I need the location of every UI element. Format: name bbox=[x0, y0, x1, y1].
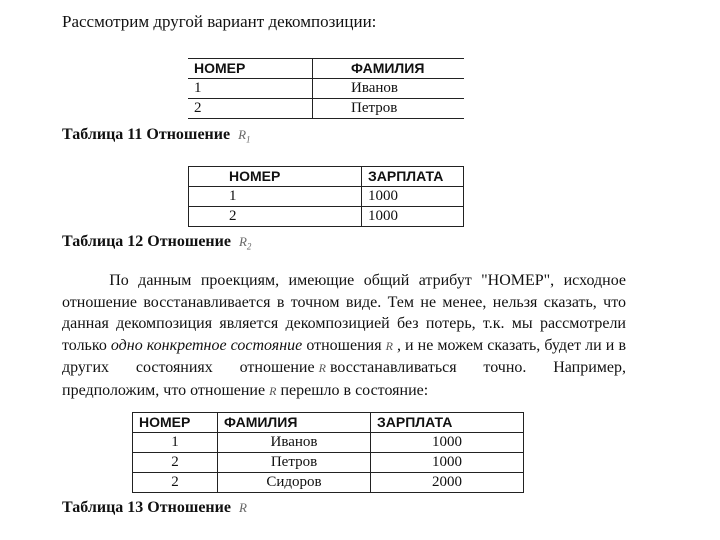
cell-nomer: 1 bbox=[189, 187, 362, 207]
cell-nomer: 1 bbox=[188, 79, 313, 99]
relation-symbol: $R_2$ bbox=[238, 234, 252, 252]
header-familiya: ФАМИЛИЯ bbox=[313, 59, 465, 79]
relation-symbol: R bbox=[238, 500, 247, 515]
table-header-row bbox=[189, 167, 464, 187]
cell-zarplata: 1000 bbox=[371, 453, 524, 473]
cell-familiya: Петров bbox=[313, 99, 465, 119]
intro-text: Рассмотрим другой вариант декомпозиции: bbox=[62, 12, 377, 31]
table-row bbox=[189, 207, 464, 227]
caption-table-13 bbox=[62, 499, 247, 517]
header-familiya: ФАМИЛИЯ bbox=[218, 413, 371, 433]
cell-nomer: 2 bbox=[133, 453, 218, 473]
relation-symbol: R bbox=[269, 383, 277, 398]
caption-table-11 bbox=[62, 126, 251, 145]
table-13 bbox=[132, 412, 524, 493]
caption-text: Таблица 11 Отношение bbox=[62, 126, 231, 143]
table-row bbox=[188, 99, 464, 119]
para-text-1: По данным проекциям, имеющие общий атрибут "НОМЕР", исходное отношение восстанавливается в точном виде. Тем не менее, нельзя сказать, что данная декомпозиция является декомпозицией без потерь, т.к. мы рассмотрели только bbox=[62, 272, 627, 354]
cell-nomer: 2 bbox=[133, 473, 218, 493]
cell-familiya: Иванов bbox=[218, 433, 371, 453]
cell-nomer: 1 bbox=[133, 433, 218, 453]
cell-zarplata: 1000 bbox=[362, 187, 464, 207]
para-text-3: , и не можем сказать, будет ли и в других состояниях отношение bbox=[62, 336, 626, 376]
para-italic: одно конкретное состояние bbox=[110, 336, 303, 354]
cell-familiya: Иванов bbox=[313, 79, 465, 99]
cell-zarplata: 2000 bbox=[371, 473, 524, 493]
header-zarplata: ЗАРПЛАТА bbox=[362, 167, 464, 187]
header-nomer: НОМЕР bbox=[188, 59, 313, 79]
header-zarplata: ЗАРПЛАТА bbox=[371, 413, 524, 433]
table-row bbox=[188, 79, 464, 99]
para-text-5: перешло в состояние: bbox=[280, 381, 429, 399]
caption-text: Таблица 13 Отношение bbox=[62, 499, 231, 516]
table-11 bbox=[188, 58, 464, 119]
body-paragraph bbox=[62, 270, 626, 402]
table-row bbox=[133, 433, 524, 453]
table-row bbox=[189, 187, 464, 207]
table-header-row bbox=[188, 59, 464, 79]
caption-text: Таблица 12 Отношение bbox=[62, 233, 231, 250]
table-header-row bbox=[133, 413, 524, 433]
para-text-2: отношения bbox=[302, 336, 382, 354]
cell-nomer: 2 bbox=[188, 99, 313, 119]
cell-zarplata: 1000 bbox=[371, 433, 524, 453]
table-row bbox=[133, 453, 524, 473]
para-text-4: восстанавливаться точно. Например, предположим, что отношение bbox=[62, 359, 626, 399]
relation-symbol: $R_1$ bbox=[238, 127, 251, 145]
cell-nomer: 2 bbox=[189, 207, 362, 227]
cell-familiya: Петров bbox=[218, 453, 371, 473]
cell-familiya: Сидоров bbox=[218, 473, 371, 493]
table-row bbox=[133, 473, 524, 493]
header-nomer: НОМЕР bbox=[189, 167, 362, 187]
header-nomer: НОМЕР bbox=[133, 413, 218, 433]
table-12 bbox=[188, 166, 464, 227]
caption-table-12 bbox=[62, 233, 251, 252]
relation-symbol: R bbox=[385, 338, 393, 353]
relation-symbol: R bbox=[318, 361, 326, 375]
cell-zarplata: 1000 bbox=[362, 207, 464, 227]
